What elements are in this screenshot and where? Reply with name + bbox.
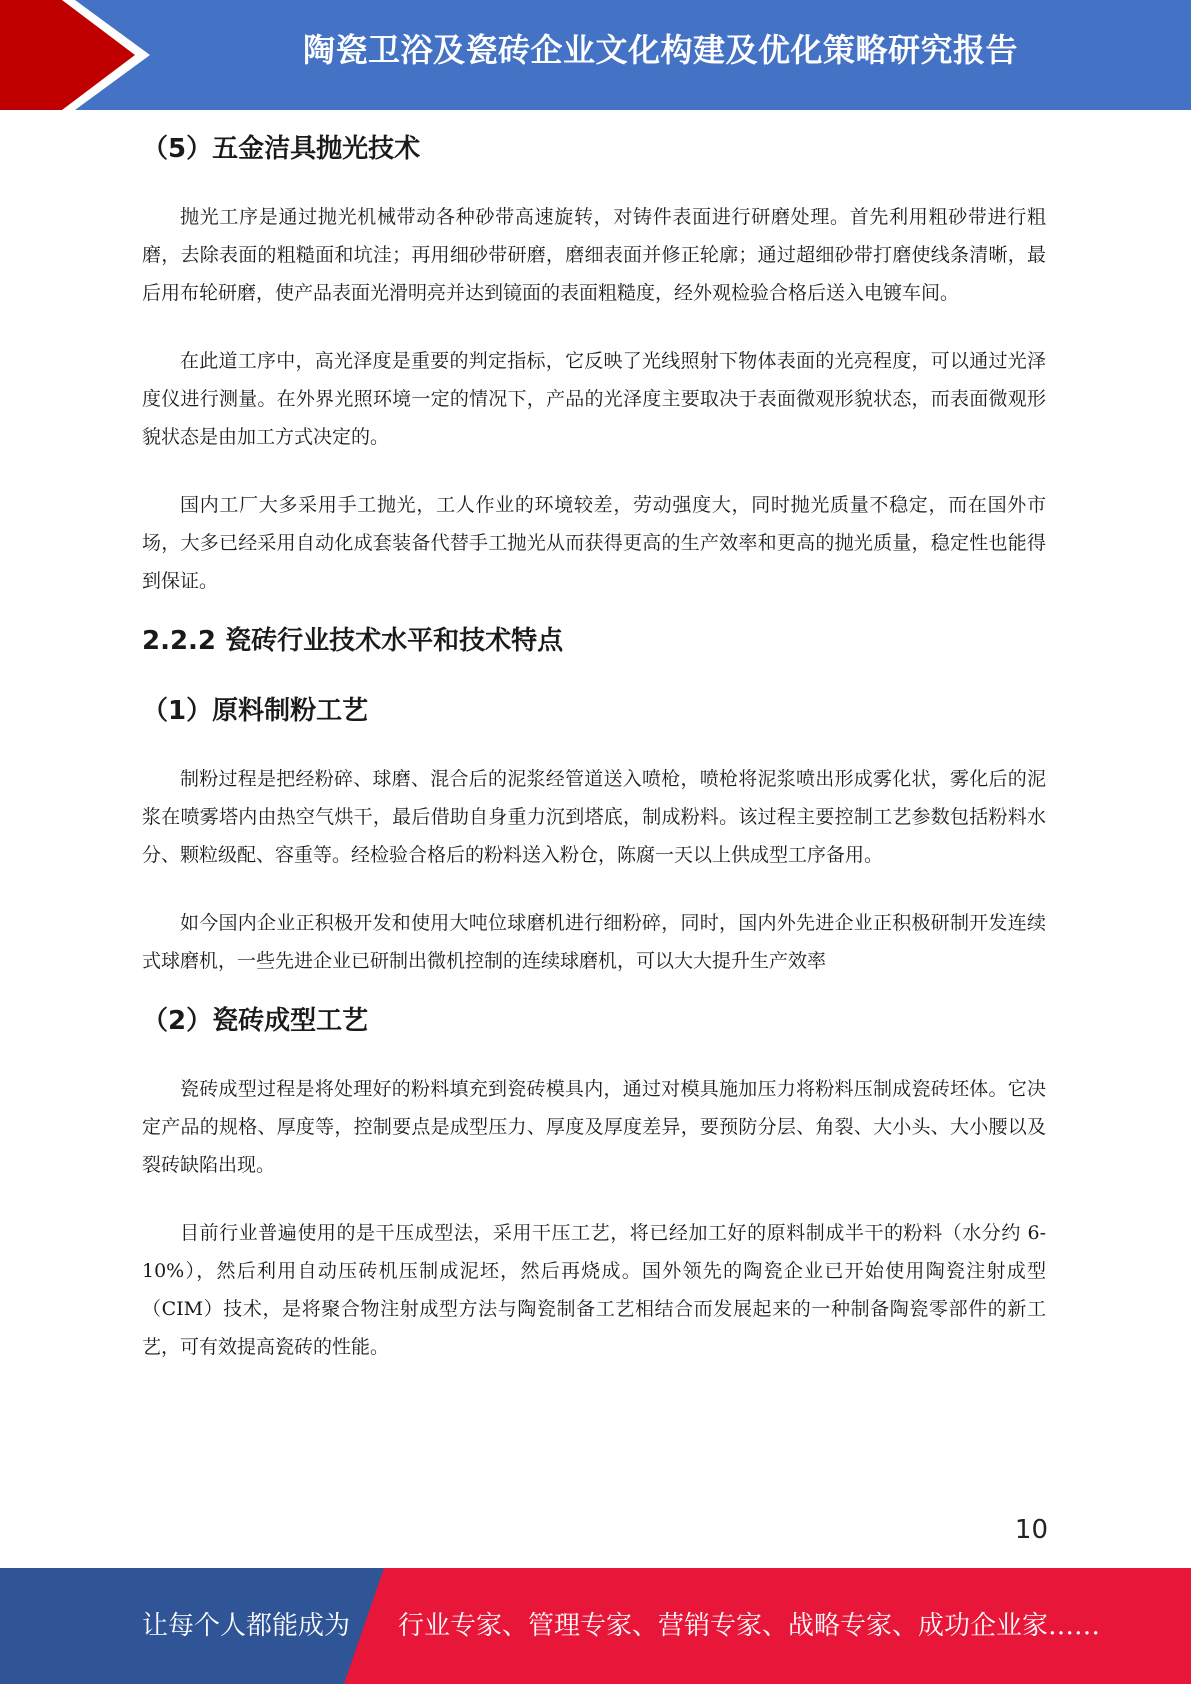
section-heading-powder-process: （1）原料制粉工艺	[142, 696, 369, 726]
paragraph: 瓷砖成型过程是将处理好的粉料填充到瓷砖模具内，通过对模具施加压力将粉料压制成瓷砖坯体。它决定产品的规格、厚度等，控制要点是成型压力、厚度及厚度差异，要预防分层、角裂、大小头、大小腰以及裂砖缺陷出现。	[142, 1078, 1046, 1176]
footer-slogan-left: 让每个人都能成为	[142, 1611, 351, 1641]
section-heading-tile-tech: 2.2.2 瓷砖行业技术水平和技术特点	[142, 626, 564, 656]
paragraph: 制粉过程是把经粉碎、球磨、混合后的泥浆经管道送入喷枪，喷枪将泥浆喷出形成雾化状，雾化后的泥浆在喷雾塔内由热空气烘干，最后借助自身重力沉到塔底，制成粉料。该过程主要控制工艺参数包括粉料水分、颗粒级配、容重等。经检验合格后的粉料送入粉仓，陈腐一天以上供成型工序备用。	[142, 768, 1046, 866]
paragraph: 国内工厂大多采用手工抛光，工人作业的环境较差，劳动强度大，同时抛光质量不稳定，而在国外市场，大多已经采用自动化成套装备代替手工抛光从而获得更高的生产效率和更高的抛光质量，稳定性也能得到保证。	[142, 494, 1046, 592]
paragraph: 如今国内企业正积极开发和使用大吨位球磨机进行细粉碎，同时，国内外先进企业正积极研制开发连续式球磨机，一些先进企业已研制出微机控制的连续球磨机，可以大大提升生产效率	[142, 912, 1046, 972]
header-chevron-icon	[0, 0, 160, 110]
paragraph: 抛光工序是通过抛光机械带动各种砂带高速旋转，对铸件表面进行研磨处理。首先利用粗砂带进行粗磨，去除表面的粗糙面和坑洼；再用细砂带研磨，磨细表面并修正轮廓；通过超细砂带打磨使线条清晰，最后用布轮研磨，使产品表面光滑明亮并达到镜面的表面粗糙度，经外观检验合格后送入电镀车间。	[142, 206, 1046, 304]
page-footer	[0, 1568, 1191, 1684]
page-header	[0, 0, 1191, 110]
header-title: 陶瓷卫浴及瓷砖企业文化构建及优化策略研究报告	[302, 31, 1018, 69]
footer-slogan-right: 行业专家、管理专家、营销专家、战略专家、成功企业家……	[398, 1611, 1101, 1641]
section-heading-forming-process: （2）瓷砖成型工艺	[142, 1006, 369, 1036]
main-content	[142, 120, 1046, 1366]
paragraph: 在此道工序中，高光泽度是重要的判定指标，它反映了光线照射下物体表面的光亮程度，可以通过光泽度仪进行测量。在外界光照环境一定的情况下，产品的光泽度主要取决于表面微观形貌状态，而表面微观形貌状态是由加工方式决定的。	[142, 350, 1046, 448]
section-heading-polishing: （5）五金洁具抛光技术	[142, 134, 421, 164]
paragraph: 目前行业普遍使用的是干压成型法，采用干压工艺，将已经加工好的原料制成半干的粉料（水分约 6-10%），然后利用自动压砖机压制成泥坯，然后再烧成。国外领先的陶瓷企业已开始使用陶瓷注射成型（CIM）技术，是将聚合物注射成型方法与陶瓷制备工艺相结合而发展起来的一种制备陶瓷零部件的新工艺，可有效提高瓷砖的性能。	[142, 1222, 1046, 1358]
page-number: 10	[1014, 1515, 1048, 1545]
